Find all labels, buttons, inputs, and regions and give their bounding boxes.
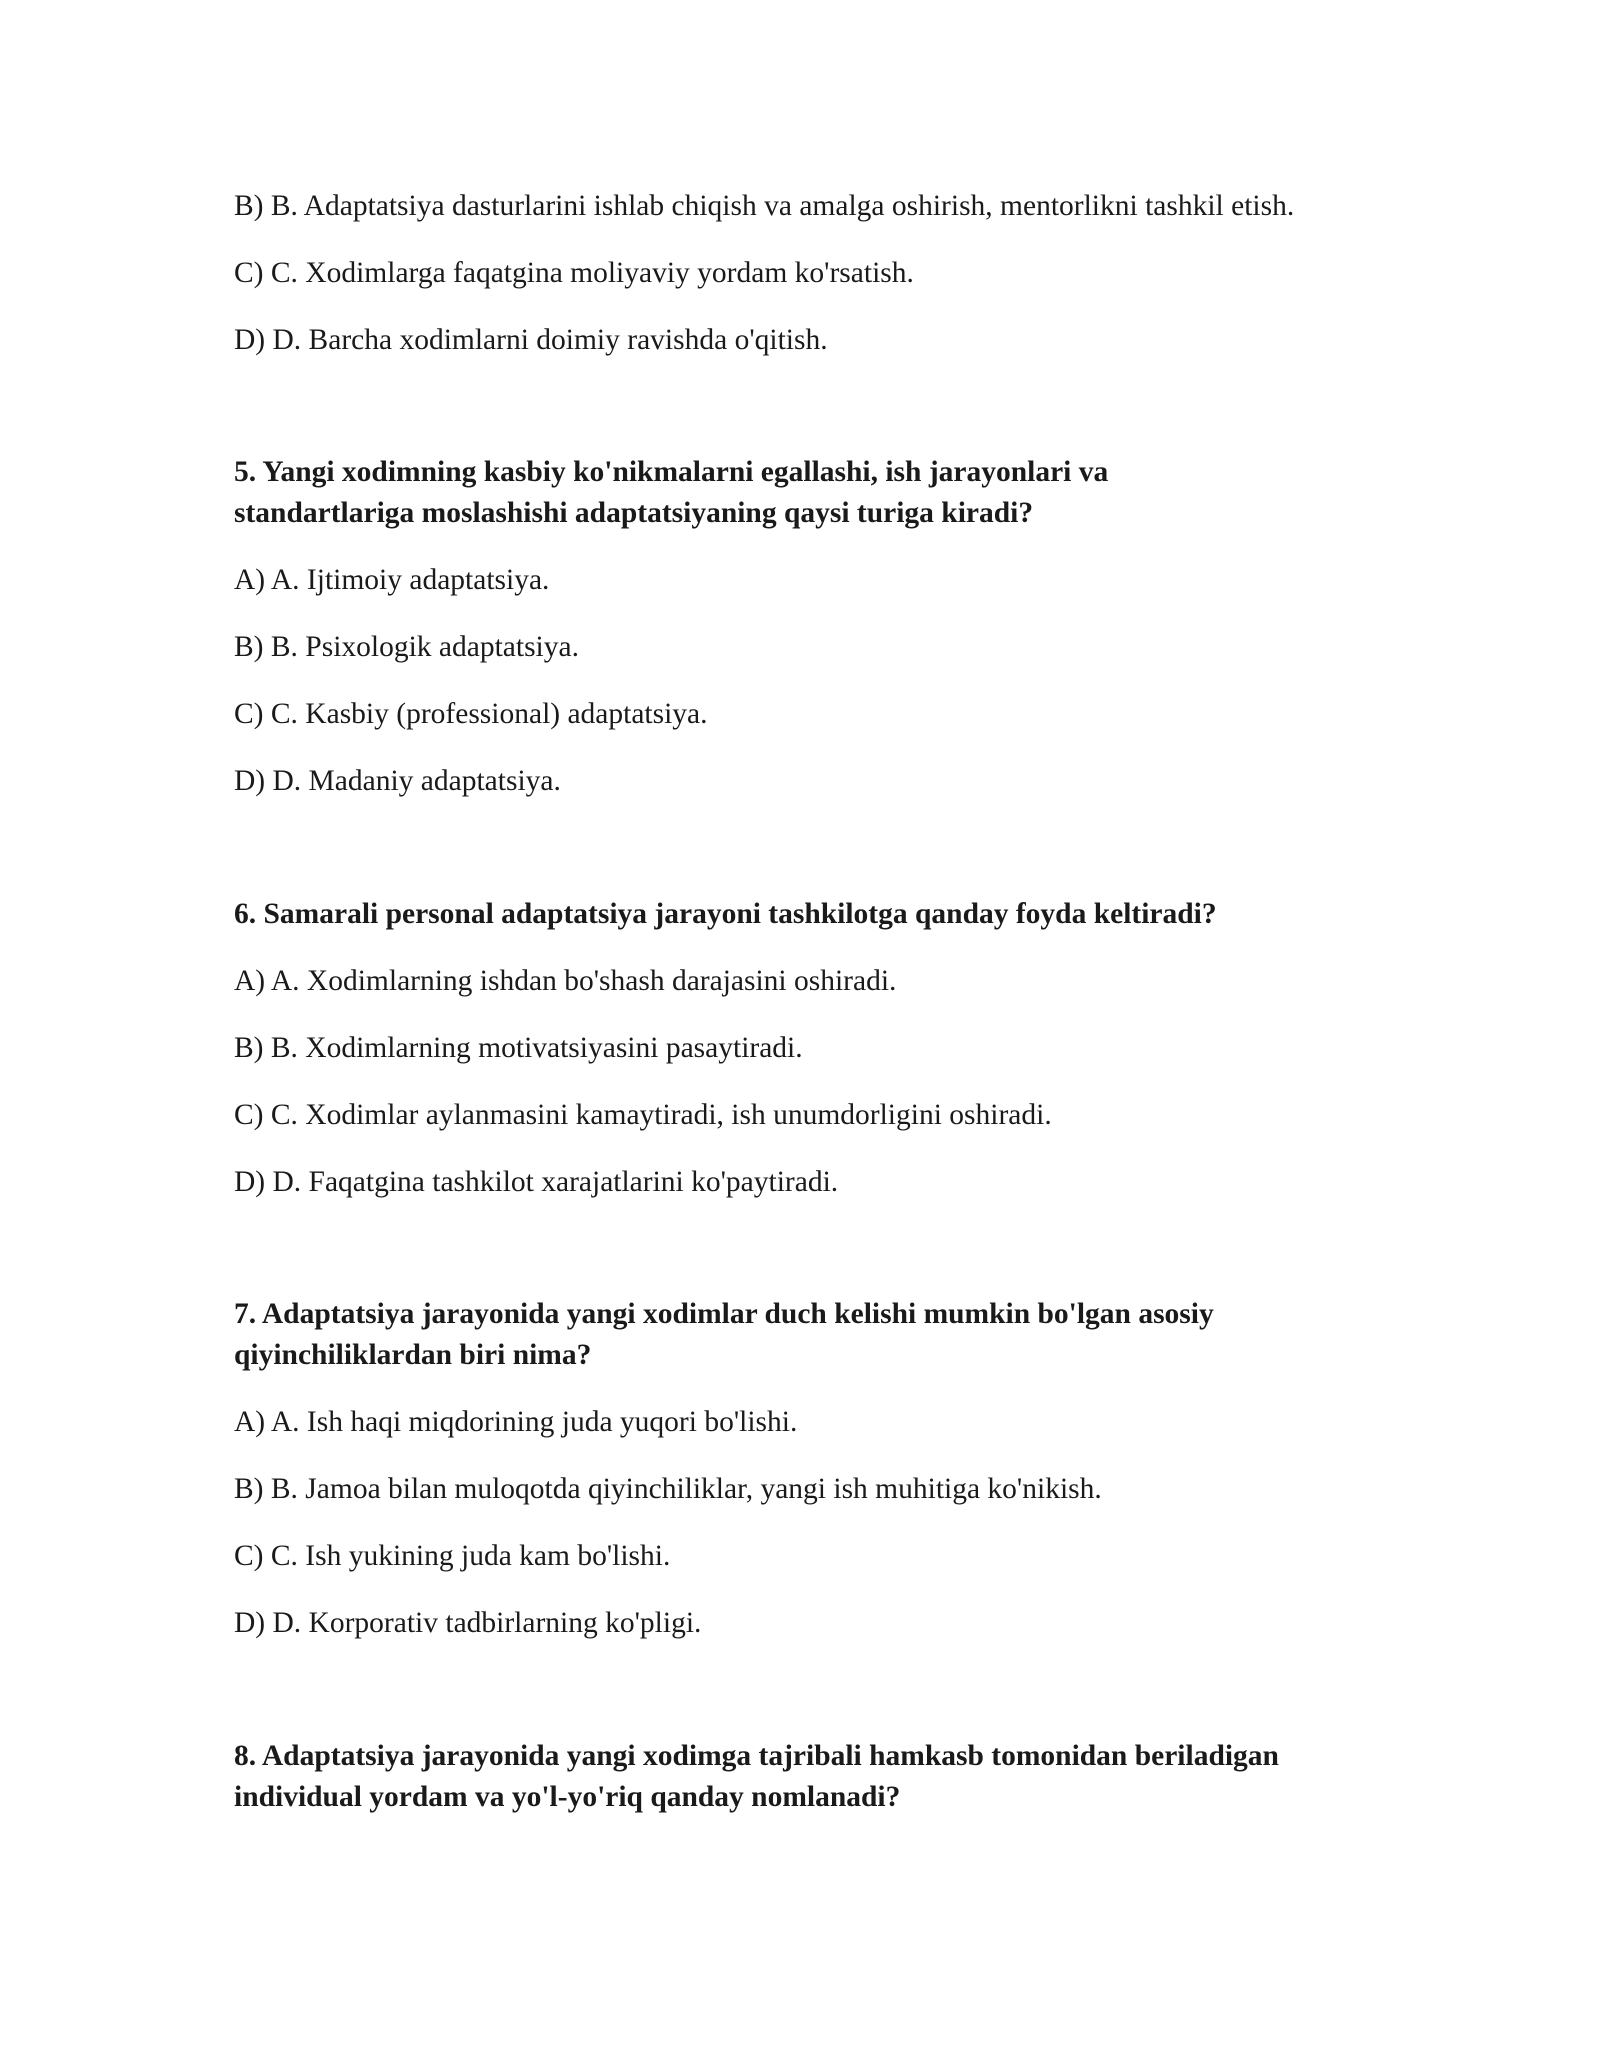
q7-option-b: B) B. Jamoa bilan muloqotda qiyinchiliklar, yangi ish muhitiga ko'nikish. xyxy=(234,1473,1102,1505)
q4-option-d: D) D. Barcha xodimlarni doimiy ravishda o'qitish. xyxy=(234,324,828,356)
q7-text-line-2: qiyinchiliklardan biri nima? xyxy=(234,1339,592,1371)
q4-option-c: C) C. Xodimlarga faqatgina moliyaviy yordam ko'rsatish. xyxy=(234,257,914,289)
q6-option-a: A) A. Xodimlarning ishdan bo'shash darajasini oshiradi. xyxy=(234,965,897,997)
q4-option-b: B) B. Adaptatsiya dasturlarini ishlab chiqish va amalga oshirish, mentorlikni tashkil etish. xyxy=(234,190,1295,222)
q8-text-line-2: individual yordam va yo'l-yo'riq qanday nomlanadi? xyxy=(234,1781,901,1813)
q6-option-d: D) D. Faqatgina tashkilot xarajatlarini ko'paytiradi. xyxy=(234,1166,839,1198)
q6-option-c: C) C. Xodimlar aylanmasini kamaytiradi, ish unumdorligini oshiradi. xyxy=(234,1099,1052,1131)
q5-option-a: A) A. Ijtimoiy adaptatsiya. xyxy=(234,564,550,596)
q8-text-line-1: 8. Adaptatsiya jarayonida yangi xodimga tajribali hamkasb tomonidan beriladigan xyxy=(234,1740,1279,1772)
q6-option-b: B) B. Xodimlarning motivatsiyasini pasaytiradi. xyxy=(234,1032,803,1064)
q5-text-line-2: standartlariga moslashishi adaptatsiyaning qaysi turiga kiradi? xyxy=(234,497,1034,529)
q5-text-line-1: 5. Yangi xodimning kasbiy ko'nikmalarni egallashi, ish jarayonlari va xyxy=(234,456,1109,488)
q7-option-d: D) D. Korporativ tadbirlarning ko'pligi. xyxy=(234,1607,702,1639)
q6-text-line-1: 6. Samarali personal adaptatsiya jarayoni tashkilotga qanday foyda keltiradi? xyxy=(234,898,1217,930)
q5-option-b: B) B. Psixologik adaptatsiya. xyxy=(234,631,579,663)
q5-option-d: D) D. Madaniy adaptatsiya. xyxy=(234,765,561,797)
q7-text-line-1: 7. Adaptatsiya jarayonida yangi xodimlar duch kelishi mumkin bo'lgan asosiy xyxy=(234,1298,1214,1330)
q7-option-c: C) C. Ish yukining juda kam bo'lishi. xyxy=(234,1540,671,1572)
q5-option-c: C) C. Kasbiy (professional) adaptatsiya. xyxy=(234,698,708,730)
q7-option-a: A) A. Ish haqi miqdorining juda yuqori bo'lishi. xyxy=(234,1406,798,1438)
